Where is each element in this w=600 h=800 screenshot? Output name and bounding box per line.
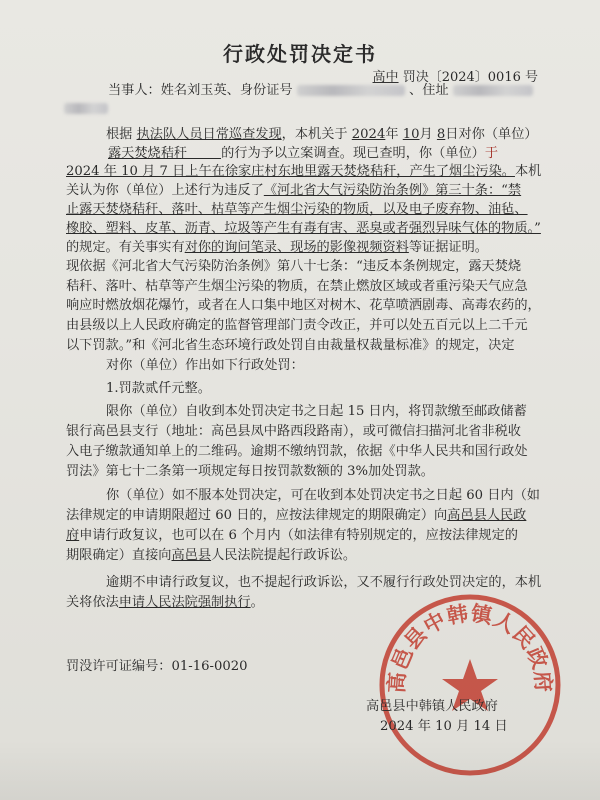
body-line-16: 银行高邑县支行（地址：高邑县凤中路西段路南），或可微信扫描河北省非税收: [66, 424, 521, 439]
signer: 高邑县中韩镇人民政府: [366, 699, 498, 714]
penalty-item: 1.罚款贰仟元整。: [106, 381, 211, 396]
body-line-22: 期限确定）直接向高邑县人民法院提起行政诉讼。: [66, 548, 357, 563]
body-line-18: 罚法》第七十二条第一项规定每日按罚款数额的 3%加处罚款。: [66, 464, 434, 479]
seal-text: 高邑县中韩镇人民政府: [383, 600, 557, 694]
body-line-23: 逾期不申请行政复议，也不提起行政诉讼，又不履行行政处罚决定的，本机: [106, 575, 542, 590]
body-line-24: 关将依法申请人民法院强制执行。: [66, 595, 264, 610]
party-address-label: 、住址: [409, 83, 449, 98]
doc-number-org: 高中: [372, 70, 399, 85]
body-line-11: 由县级以上人民政府确定的监督管理部门责令改正，并可以处五百元以上二千元: [66, 318, 528, 333]
party-name: 姓名刘玉英、身份证号: [160, 83, 293, 98]
doc-number-rest: 罚决〔2024〕0016 号: [402, 70, 538, 85]
body-line-19: 你（单位）如不服本处罚决定，可在收到本处罚决定书之日起 60 日内（如: [106, 488, 540, 503]
redacted-id: [297, 85, 405, 96]
body-line-21: 府申请行政复议，也可以在 6 个月内（如法律有特别规定的，应按法律规定的: [66, 528, 518, 543]
body-line-15: 限你（单位）自收到本处罚决定书之日起 15 日内，将罚款缴至邮政储蓄: [106, 404, 527, 419]
body-line-10: 响应时燃放烟花爆竹，或者在人口集中地区对树木、花草喷洒剧毒、高毒农药的，: [66, 298, 541, 313]
body-line-2: 露天焚烧秸秆 的行为予以立案调查。现已查明，你（单位）于: [108, 146, 499, 161]
body-line-13: 对你（单位）作出如下行政处罚：: [106, 358, 304, 373]
body-line-20: 法律规定的申请期限超过 60 日的，应按法律规定的期限确定）向高邑县人民政: [66, 508, 527, 523]
page-shadow: [0, 740, 600, 800]
party-prefix: 当事人：: [108, 83, 161, 98]
body-line-6: 橡胶、塑料、皮革、沥青、垃圾等产生有毒有害、恶臭或者强烈异味气体的物质。”: [66, 221, 541, 236]
party-line-2: [64, 100, 108, 118]
body-line-5: 止露天焚烧秸秆、落叶、枯草等产生烟尘污染的物质，以及电子废弃物、油毡、: [66, 202, 528, 217]
issue-date: 2024 年 10 月 14 日: [380, 719, 508, 734]
body-line-3: 2024 年 10 月 7 日上午在徐家庄村东地里露天焚烧秸秆，产生了烟尘污染。本机: [66, 164, 542, 179]
party-line: [108, 82, 533, 100]
body-line-12: 以下罚款。”和《河北省生态环境行政处罚自由裁量权裁量标准》的规定，决定: [66, 338, 515, 353]
body-line-17: 入电子缴款通知单上的二维码。逾期不缴纳罚款，依据《中华人民共和国行政处: [66, 444, 528, 459]
redacted-address-2: [64, 103, 108, 114]
document-title: 行政处罚决定书: [223, 42, 377, 66]
body-line-8: 现依据《河北省大气污染防治条例》第八十七条：“违反本条例规定，露天焚烧: [66, 259, 522, 274]
body-line-7: 的规定。有关事实有对你的询问笔录、现场的影像视频资料等证据证明。: [66, 240, 488, 255]
body-line-4: 关认为你（单位）上述行为违反了《河北省大气污染防治条例》第三十条：“禁: [66, 183, 522, 198]
body-line-9: 秸秆、落叶、枯草等产生烟尘污染的物质，在禁止燃放区域或者重污染天气应急: [66, 279, 528, 294]
redacted-address: [453, 85, 533, 96]
permit-number: 罚没许可证编号：01-16-0020: [66, 659, 248, 674]
body-line-1: 根据 执法队人员日常巡查发现，本机关于 2024年 10月 8日对你（单位）: [106, 127, 538, 142]
